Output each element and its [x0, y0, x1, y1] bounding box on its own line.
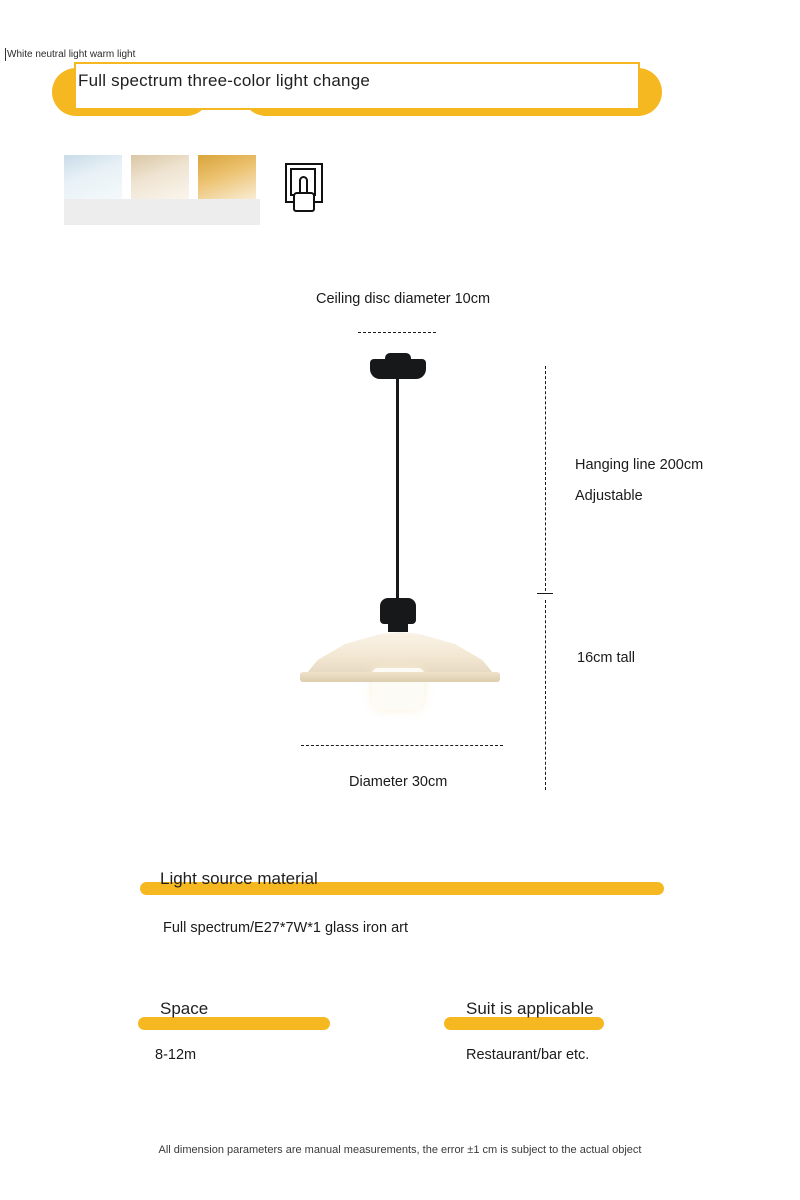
hand-icon — [293, 176, 315, 212]
swatch-caption-bar — [64, 199, 260, 225]
light-source-text: Full spectrum/E27*7W*1 glass iron art — [163, 920, 408, 936]
light-source-title: Light source material — [160, 869, 318, 888]
lamp-dimension-diagram — [0, 270, 800, 810]
label-hanging-line-note: Adjustable — [575, 488, 643, 504]
lamp-socket — [380, 598, 416, 624]
hand-finger — [299, 176, 308, 192]
ceiling-disc-dashed-line — [358, 332, 436, 333]
space-text: 8-12m — [155, 1047, 197, 1063]
touch-switch-icon — [284, 163, 326, 215]
hanging-line-dimension — [545, 366, 546, 591]
dimension-tick — [537, 593, 553, 594]
swatch-caption: White neutral light warm light — [7, 49, 136, 60]
diameter-dashed-line — [301, 745, 503, 746]
header-banner — [52, 62, 662, 122]
suit-title: Suit is applicable — [466, 999, 594, 1018]
space-title: Space — [160, 999, 209, 1018]
footnote: All dimension parameters are manual measurements, the error ±1 cm is subject to the actual object — [158, 1144, 642, 1156]
page-title: Full spectrum three-color light change — [78, 71, 371, 90]
swatch-neutral-light — [131, 155, 189, 199]
color-mode-swatches — [64, 155, 260, 225]
swatch-white-light — [64, 155, 122, 199]
label-ceiling-disc: Ceiling disc diameter 10cm — [316, 291, 491, 307]
lamp-socket-neck — [388, 622, 408, 632]
lamp-shade-rim — [300, 672, 500, 682]
label-hanging-line: Hanging line 200cm — [575, 457, 704, 473]
suit-text: Restaurant/bar etc. — [466, 1047, 590, 1063]
height-dimension — [545, 600, 546, 790]
hand-palm — [293, 192, 315, 212]
label-lamp-height: 16cm tall — [577, 650, 636, 666]
swatch-warm-light — [198, 155, 256, 199]
lamp-cord — [396, 378, 399, 600]
text-caret — [5, 48, 6, 61]
label-diameter: Diameter 30cm — [349, 774, 448, 790]
lamp-canopy — [370, 359, 426, 379]
